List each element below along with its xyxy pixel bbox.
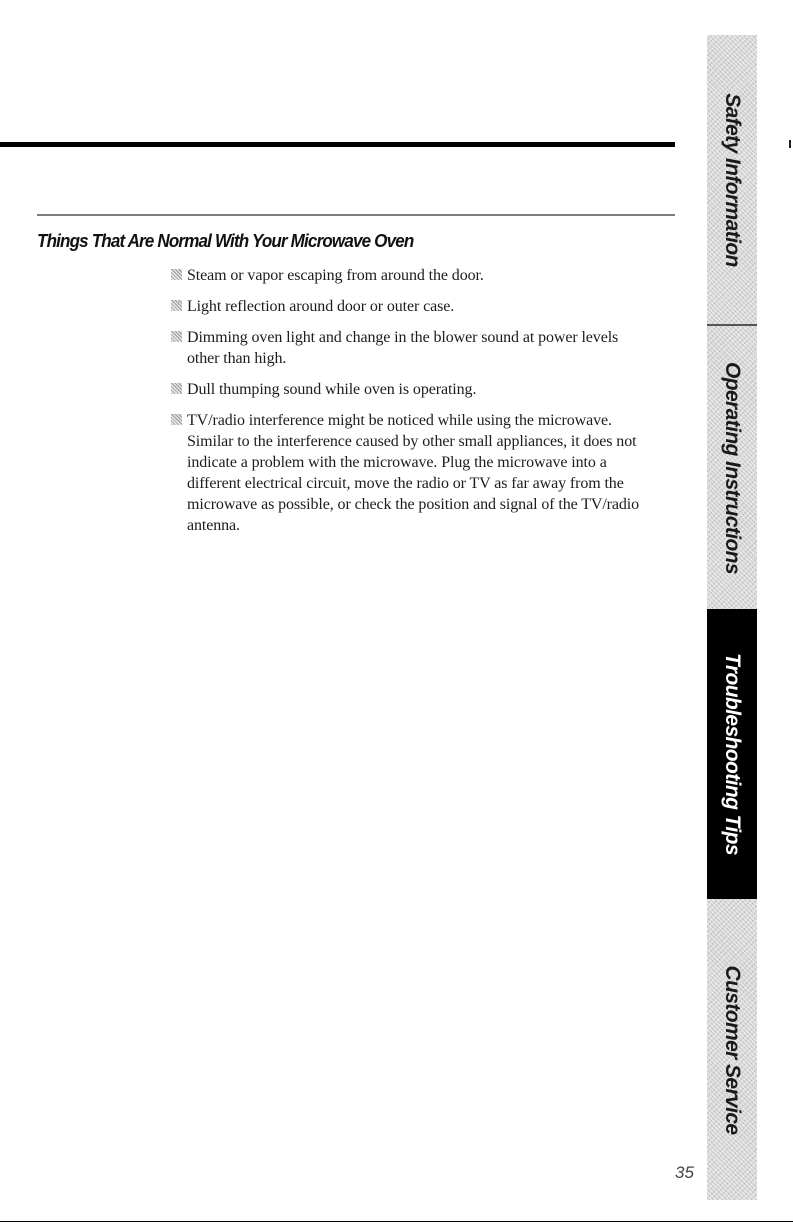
square-bullet-icon [171, 414, 182, 425]
section-heading: Things That Are Normal With Your Microwave Oven [37, 230, 414, 251]
tab-customer-service[interactable] [707, 899, 757, 1200]
tab-label: Operating Instructions [721, 361, 744, 574]
tab-label: Troubleshooting Tips [721, 653, 744, 855]
edge-mark [789, 140, 791, 148]
bottom-rule [0, 1221, 793, 1222]
list-item-text: Dimming oven light and change in the blower sound at power levels other than high. [187, 329, 619, 367]
page-number: 35 [675, 1163, 694, 1182]
square-bullet-icon [171, 383, 182, 394]
tab-troubleshooting-tips[interactable] [707, 609, 757, 899]
top-rule [0, 142, 675, 147]
tab-label: Customer Service [721, 965, 744, 1134]
normal-conditions-list [171, 265, 651, 546]
tab-safety-information[interactable] [707, 35, 757, 324]
square-bullet-icon [171, 300, 182, 311]
list-item [171, 296, 651, 317]
list-item-text: Dull thumping sound while oven is operating. [187, 381, 477, 398]
list-item [171, 379, 651, 400]
section-rule [37, 214, 675, 216]
square-bullet-icon [171, 331, 182, 342]
list-item [171, 265, 651, 286]
list-item [171, 410, 651, 536]
square-bullet-icon [171, 269, 182, 280]
tab-operating-instructions[interactable] [707, 326, 757, 609]
list-item-text: TV/radio interference might be noticed while using the microwave. Similar to the interference caused by other small appliances, it does not indicate a problem with the microwave. Plug the microwave into a different electrical circuit, move the radio or TV as far away from the microwave as possible, or check the position and signal of the TV/radio antenna. [187, 412, 640, 534]
tab-label: Safety Information [721, 92, 744, 267]
list-item-text: Light reflection around door or outer case. [187, 298, 455, 315]
list-item [171, 327, 651, 369]
list-item-text: Steam or vapor escaping from around the door. [187, 267, 484, 284]
